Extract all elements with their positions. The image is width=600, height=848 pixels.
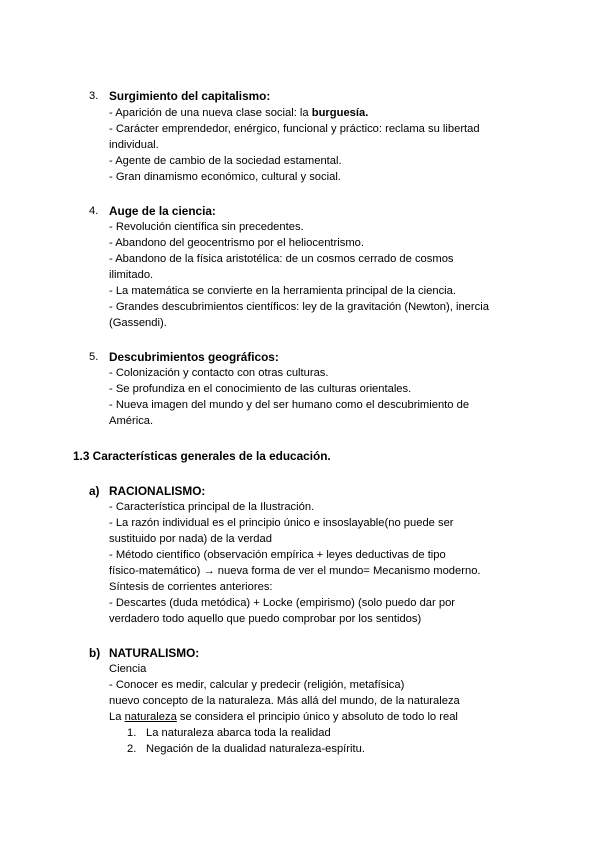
text-line: - Agente de cambio de la sociedad estamental.	[109, 155, 342, 167]
text-line: - Nueva imagen del mundo y del ser humano como el descubrimiento de	[109, 399, 470, 411]
text-line: sustituido por nada) de la verdad	[109, 533, 272, 545]
text-line: - Revolución científica sin precedentes.	[109, 221, 304, 233]
section-heading: RACIONALISMO:	[109, 484, 206, 498]
text-line: - Colonización y contacto con otras culturas.	[109, 367, 329, 379]
text-line: individual.	[109, 139, 159, 151]
text-line: nuevo concepto de la naturaleza. Más allá del mundo, de la naturaleza	[109, 695, 460, 707]
text-fragment: - Aparición de una nueva clase social: la	[109, 107, 312, 119]
text-line: - Grandes descubrimientos científicos: ley de la gravitación (Newton), inercia	[109, 301, 489, 313]
section-heading: NATURALISMO:	[109, 646, 200, 660]
text-line: - Gran dinamismo económico, cultural y social.	[109, 171, 341, 183]
text-fragment: se considera el principio único y absoluto de todo lo real	[176, 711, 458, 723]
section-number: 4.	[89, 205, 99, 217]
text-line: - Descartes (duda metódica) + Locke (empirismo) (solo puedo dar por	[109, 597, 456, 609]
text-line: - La matemática se convierte en la herramienta principal de la ciencia.	[109, 285, 456, 297]
text-line: - La razón individual es el principio único e insoslayable(no puede ser	[109, 517, 454, 529]
list-item: La naturaleza abarca toda la realidad	[146, 727, 331, 739]
text-fragment: La	[109, 711, 125, 723]
text-line: verdadero todo aquello que puedo comprobar por los sentidos)	[109, 613, 422, 625]
bold-term: burguesía.	[311, 107, 369, 119]
list-item-number: 1.	[127, 727, 137, 739]
section-heading: Surgimiento del capitalismo:	[109, 89, 271, 103]
text-line: - Carácter emprendedor, enérgico, funcional y práctico: reclama su libertad	[109, 123, 480, 135]
text-line: ilimitado.	[109, 269, 154, 281]
text-line: - Conocer es medir, calcular y predecir (religión, metafísica)	[109, 679, 405, 691]
list-item: Negación de la dualidad naturaleza-espíritu.	[146, 743, 365, 755]
section-heading: Descubrimientos geográficos:	[109, 350, 279, 364]
text-line: Ciencia	[109, 663, 147, 675]
underlined-term: naturaleza	[124, 711, 177, 723]
text-line	[109, 709, 458, 725]
list-item-number: 2.	[127, 743, 137, 755]
section-letter: b)	[89, 646, 101, 660]
text-line	[109, 105, 368, 121]
section-number: 5.	[89, 351, 99, 363]
section-heading: Auge de la ciencia:	[109, 204, 216, 218]
text-line: - Se profundiza en el conocimiento de las culturas orientales.	[109, 383, 412, 395]
text-line: físico-matemático) → nueva forma de ver el mundo= Mecanismo moderno.	[109, 565, 481, 577]
text-line: Síntesis de corrientes anteriores:	[109, 581, 273, 593]
text-line: América.	[109, 415, 154, 427]
text-line: - Método científico (observación empírica + leyes deductivas de tipo	[109, 549, 446, 561]
text-line: - Abandono de la física aristotélica: de un cosmos cerrado de cosmos	[109, 253, 454, 265]
text-line: (Gassendi).	[109, 317, 167, 329]
section-number: 3.	[89, 90, 99, 102]
section-letter: a)	[89, 484, 100, 498]
text-line: - Abandono del geocentrismo por el heliocentrismo.	[109, 237, 364, 249]
text-line: - Característica principal de la Ilustración.	[109, 501, 315, 513]
subsection-heading: 1.3 Características generales de la educación.	[73, 449, 331, 463]
